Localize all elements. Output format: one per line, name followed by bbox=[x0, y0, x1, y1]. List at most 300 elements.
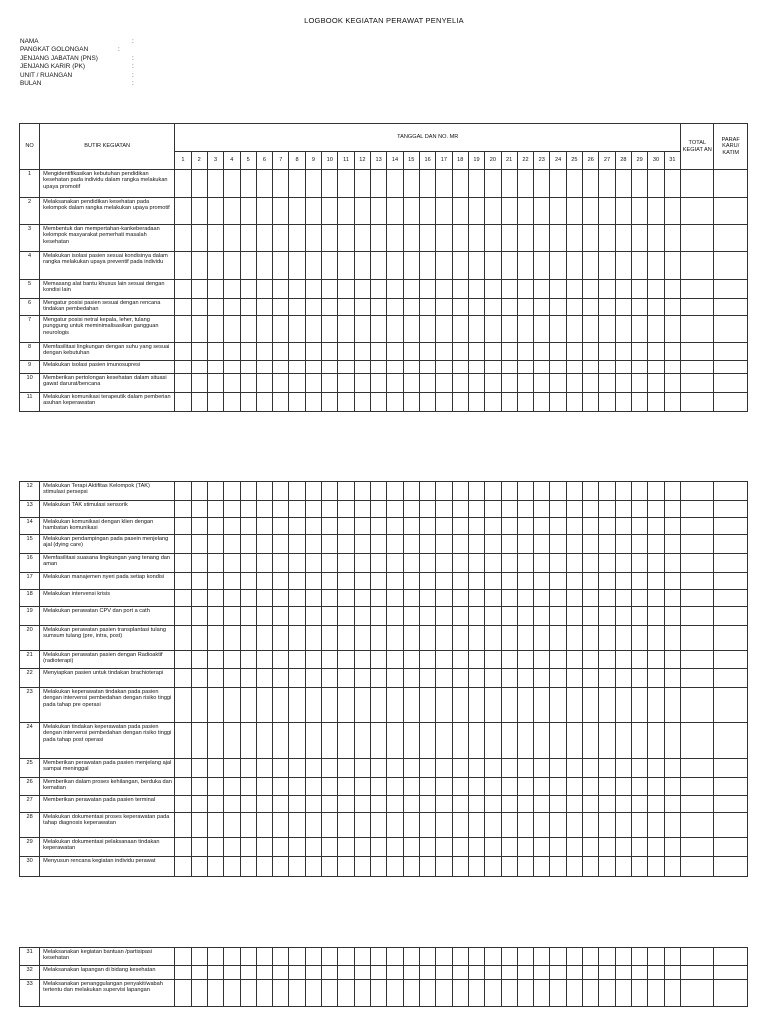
day-cell[interactable] bbox=[550, 590, 566, 607]
day-cell[interactable] bbox=[175, 813, 191, 838]
day-cell[interactable] bbox=[338, 607, 354, 626]
day-cell[interactable] bbox=[224, 813, 240, 838]
day-cell[interactable] bbox=[403, 482, 419, 501]
day-cell[interactable] bbox=[648, 857, 664, 877]
day-cell[interactable] bbox=[485, 966, 501, 980]
day-cell[interactable] bbox=[583, 796, 599, 813]
day-cell[interactable] bbox=[403, 225, 419, 252]
day-cell[interactable] bbox=[338, 252, 354, 280]
day-cell[interactable] bbox=[354, 669, 370, 688]
day-cell[interactable] bbox=[419, 299, 435, 316]
day-cell[interactable] bbox=[322, 361, 338, 374]
day-cell[interactable] bbox=[191, 361, 207, 374]
day-cell[interactable] bbox=[583, 688, 599, 723]
day-cell[interactable] bbox=[305, 948, 321, 966]
day-cell[interactable] bbox=[354, 573, 370, 590]
day-cell[interactable] bbox=[403, 299, 419, 316]
day-cell[interactable] bbox=[175, 554, 191, 573]
day-cell[interactable] bbox=[550, 361, 566, 374]
day-cell[interactable] bbox=[664, 688, 680, 723]
day-cell[interactable] bbox=[419, 948, 435, 966]
day-cell[interactable] bbox=[501, 280, 517, 299]
day-cell[interactable] bbox=[452, 361, 468, 374]
day-cell[interactable] bbox=[387, 838, 403, 857]
day-cell[interactable] bbox=[224, 857, 240, 877]
day-cell[interactable] bbox=[419, 252, 435, 280]
day-cell[interactable] bbox=[273, 518, 289, 535]
day-cell[interactable] bbox=[664, 669, 680, 688]
day-cell[interactable] bbox=[664, 280, 681, 299]
day-cell[interactable] bbox=[371, 361, 387, 374]
day-cell[interactable] bbox=[224, 343, 240, 361]
day-cell[interactable] bbox=[664, 573, 680, 590]
day-cell[interactable] bbox=[338, 225, 354, 252]
day-cell[interactable] bbox=[322, 759, 338, 778]
day-cell[interactable] bbox=[322, 393, 338, 412]
day-cell[interactable] bbox=[240, 573, 256, 590]
day-cell[interactable] bbox=[240, 393, 256, 412]
day-cell[interactable] bbox=[664, 198, 681, 225]
day-cell[interactable] bbox=[273, 607, 289, 626]
day-cell[interactable] bbox=[338, 361, 354, 374]
day-cell[interactable] bbox=[305, 343, 321, 361]
day-cell[interactable] bbox=[534, 225, 550, 252]
day-cell[interactable] bbox=[354, 590, 370, 607]
day-cell[interactable] bbox=[615, 688, 631, 723]
day-cell[interactable] bbox=[322, 316, 338, 343]
day-cell[interactable] bbox=[550, 607, 566, 626]
day-cell[interactable] bbox=[191, 198, 207, 225]
day-cell[interactable] bbox=[371, 343, 387, 361]
day-cell[interactable] bbox=[664, 626, 680, 651]
day-cell[interactable] bbox=[485, 651, 501, 669]
day-cell[interactable] bbox=[583, 316, 599, 343]
day-cell[interactable] bbox=[207, 299, 223, 316]
day-cell[interactable] bbox=[517, 554, 533, 573]
day-cell[interactable] bbox=[436, 343, 452, 361]
day-cell[interactable] bbox=[240, 198, 256, 225]
day-cell[interactable] bbox=[534, 723, 550, 759]
day-cell[interactable] bbox=[289, 980, 305, 1007]
day-cell[interactable] bbox=[664, 838, 680, 857]
day-cell[interactable] bbox=[387, 813, 403, 838]
day-cell[interactable] bbox=[664, 299, 681, 316]
day-cell[interactable] bbox=[436, 316, 452, 343]
day-cell[interactable] bbox=[322, 857, 338, 877]
day-cell[interactable] bbox=[338, 813, 354, 838]
day-cell[interactable] bbox=[240, 590, 256, 607]
day-cell[interactable] bbox=[501, 651, 517, 669]
day-cell[interactable] bbox=[403, 838, 419, 857]
day-cell[interactable] bbox=[175, 252, 191, 280]
day-cell[interactable] bbox=[485, 374, 501, 393]
day-cell[interactable] bbox=[566, 813, 582, 838]
day-cell[interactable] bbox=[550, 966, 566, 980]
day-cell[interactable] bbox=[566, 948, 582, 966]
day-cell[interactable] bbox=[224, 316, 240, 343]
day-cell[interactable] bbox=[664, 651, 680, 669]
day-cell[interactable] bbox=[224, 361, 240, 374]
day-cell[interactable] bbox=[550, 573, 566, 590]
day-cell[interactable] bbox=[436, 607, 452, 626]
day-cell[interactable] bbox=[322, 374, 338, 393]
day-cell[interactable] bbox=[387, 688, 403, 723]
day-cell[interactable] bbox=[485, 669, 501, 688]
day-cell[interactable] bbox=[468, 554, 484, 573]
day-cell[interactable] bbox=[387, 361, 403, 374]
day-cell[interactable] bbox=[240, 838, 256, 857]
day-cell[interactable] bbox=[517, 651, 533, 669]
day-cell[interactable] bbox=[191, 573, 207, 590]
day-cell[interactable] bbox=[322, 501, 338, 518]
day-cell[interactable] bbox=[452, 796, 468, 813]
day-cell[interactable] bbox=[485, 838, 501, 857]
day-cell[interactable] bbox=[632, 980, 648, 1007]
day-cell[interactable] bbox=[485, 778, 501, 796]
day-cell[interactable] bbox=[305, 813, 321, 838]
day-cell[interactable] bbox=[452, 316, 468, 343]
day-cell[interactable] bbox=[517, 723, 533, 759]
day-cell[interactable] bbox=[224, 535, 240, 554]
day-cell[interactable] bbox=[371, 518, 387, 535]
day-cell[interactable] bbox=[338, 669, 354, 688]
day-cell[interactable] bbox=[305, 778, 321, 796]
day-cell[interactable] bbox=[632, 501, 648, 518]
day-cell[interactable] bbox=[485, 501, 501, 518]
day-cell[interactable] bbox=[583, 948, 599, 966]
day-cell[interactable] bbox=[566, 225, 582, 252]
day-cell[interactable] bbox=[632, 607, 648, 626]
day-cell[interactable] bbox=[289, 280, 305, 299]
day-cell[interactable] bbox=[322, 813, 338, 838]
day-cell[interactable] bbox=[517, 669, 533, 688]
day-cell[interactable] bbox=[452, 778, 468, 796]
day-cell[interactable] bbox=[534, 590, 550, 607]
day-cell[interactable] bbox=[468, 590, 484, 607]
day-cell[interactable] bbox=[517, 316, 533, 343]
day-cell[interactable] bbox=[517, 198, 533, 225]
day-cell[interactable] bbox=[501, 966, 517, 980]
day-cell[interactable] bbox=[583, 482, 599, 501]
day-cell[interactable] bbox=[387, 299, 403, 316]
day-cell[interactable] bbox=[599, 299, 615, 316]
day-cell[interactable] bbox=[371, 651, 387, 669]
day-cell[interactable] bbox=[403, 651, 419, 669]
day-cell[interactable] bbox=[501, 948, 517, 966]
day-cell[interactable] bbox=[322, 198, 338, 225]
day-cell[interactable] bbox=[175, 980, 191, 1007]
day-cell[interactable] bbox=[550, 170, 566, 198]
day-cell[interactable] bbox=[191, 966, 207, 980]
total-cell[interactable] bbox=[680, 980, 713, 1007]
day-cell[interactable] bbox=[175, 573, 191, 590]
day-cell[interactable] bbox=[534, 299, 550, 316]
day-cell[interactable] bbox=[501, 198, 517, 225]
day-cell[interactable] bbox=[240, 796, 256, 813]
day-cell[interactable] bbox=[632, 393, 648, 412]
day-cell[interactable] bbox=[354, 299, 370, 316]
day-cell[interactable] bbox=[632, 669, 648, 688]
day-cell[interactable] bbox=[485, 980, 501, 1007]
day-cell[interactable] bbox=[322, 573, 338, 590]
day-cell[interactable] bbox=[207, 980, 223, 1007]
day-cell[interactable] bbox=[599, 626, 615, 651]
day-cell[interactable] bbox=[273, 252, 289, 280]
day-cell[interactable] bbox=[632, 280, 648, 299]
day-cell[interactable] bbox=[387, 198, 403, 225]
day-cell[interactable] bbox=[305, 857, 321, 877]
day-cell[interactable] bbox=[566, 393, 582, 412]
day-cell[interactable] bbox=[632, 573, 648, 590]
day-cell[interactable] bbox=[322, 280, 338, 299]
day-cell[interactable] bbox=[501, 518, 517, 535]
day-cell[interactable] bbox=[387, 669, 403, 688]
day-cell[interactable] bbox=[240, 723, 256, 759]
day-cell[interactable] bbox=[175, 299, 191, 316]
day-cell[interactable] bbox=[289, 252, 305, 280]
day-cell[interactable] bbox=[468, 280, 484, 299]
day-cell[interactable] bbox=[452, 651, 468, 669]
day-cell[interactable] bbox=[599, 343, 615, 361]
paraf-cell[interactable] bbox=[714, 280, 748, 299]
day-cell[interactable] bbox=[354, 343, 370, 361]
day-cell[interactable] bbox=[354, 948, 370, 966]
day-cell[interactable] bbox=[534, 361, 550, 374]
day-cell[interactable] bbox=[273, 482, 289, 501]
day-cell[interactable] bbox=[517, 778, 533, 796]
day-cell[interactable] bbox=[371, 590, 387, 607]
day-cell[interactable] bbox=[289, 590, 305, 607]
day-cell[interactable] bbox=[305, 966, 321, 980]
day-cell[interactable] bbox=[452, 966, 468, 980]
day-cell[interactable] bbox=[289, 393, 305, 412]
day-cell[interactable] bbox=[354, 535, 370, 554]
day-cell[interactable] bbox=[648, 252, 664, 280]
day-cell[interactable] bbox=[175, 482, 191, 501]
day-cell[interactable] bbox=[289, 573, 305, 590]
day-cell[interactable] bbox=[615, 573, 631, 590]
day-cell[interactable] bbox=[338, 966, 354, 980]
day-cell[interactable] bbox=[240, 607, 256, 626]
day-cell[interactable] bbox=[322, 980, 338, 1007]
day-cell[interactable] bbox=[436, 518, 452, 535]
total-cell[interactable] bbox=[681, 361, 714, 374]
day-cell[interactable] bbox=[371, 316, 387, 343]
day-cell[interactable] bbox=[485, 393, 501, 412]
day-cell[interactable] bbox=[599, 518, 615, 535]
day-cell[interactable] bbox=[485, 170, 501, 198]
day-cell[interactable] bbox=[436, 393, 452, 412]
day-cell[interactable] bbox=[501, 723, 517, 759]
day-cell[interactable] bbox=[534, 778, 550, 796]
paraf-cell[interactable] bbox=[714, 343, 748, 361]
day-cell[interactable] bbox=[583, 343, 599, 361]
day-cell[interactable] bbox=[289, 316, 305, 343]
day-cell[interactable] bbox=[583, 966, 599, 980]
day-cell[interactable] bbox=[403, 778, 419, 796]
day-cell[interactable] bbox=[501, 857, 517, 877]
day-cell[interactable] bbox=[273, 299, 289, 316]
day-cell[interactable] bbox=[322, 170, 338, 198]
day-cell[interactable] bbox=[566, 299, 582, 316]
day-cell[interactable] bbox=[305, 980, 321, 1007]
total-cell[interactable] bbox=[681, 225, 714, 252]
day-cell[interactable] bbox=[191, 343, 207, 361]
day-cell[interactable] bbox=[615, 482, 631, 501]
day-cell[interactable] bbox=[289, 198, 305, 225]
day-cell[interactable] bbox=[501, 688, 517, 723]
day-cell[interactable] bbox=[322, 669, 338, 688]
day-cell[interactable] bbox=[599, 857, 615, 877]
day-cell[interactable] bbox=[371, 857, 387, 877]
total-cell[interactable] bbox=[680, 651, 713, 669]
day-cell[interactable] bbox=[485, 626, 501, 651]
day-cell[interactable] bbox=[354, 813, 370, 838]
day-cell[interactable] bbox=[256, 857, 272, 877]
day-cell[interactable] bbox=[436, 651, 452, 669]
day-cell[interactable] bbox=[550, 343, 566, 361]
day-cell[interactable] bbox=[501, 225, 517, 252]
day-cell[interactable] bbox=[550, 501, 566, 518]
paraf-cell[interactable] bbox=[714, 374, 748, 393]
day-cell[interactable] bbox=[534, 813, 550, 838]
day-cell[interactable] bbox=[289, 838, 305, 857]
total-cell[interactable] bbox=[680, 669, 713, 688]
day-cell[interactable] bbox=[240, 170, 256, 198]
day-cell[interactable] bbox=[468, 857, 484, 877]
day-cell[interactable] bbox=[583, 626, 599, 651]
day-cell[interactable] bbox=[632, 778, 648, 796]
day-cell[interactable] bbox=[566, 626, 582, 651]
day-cell[interactable] bbox=[191, 651, 207, 669]
day-cell[interactable] bbox=[256, 299, 272, 316]
paraf-cell[interactable] bbox=[714, 651, 748, 669]
day-cell[interactable] bbox=[289, 778, 305, 796]
day-cell[interactable] bbox=[599, 980, 615, 1007]
day-cell[interactable] bbox=[256, 374, 272, 393]
day-cell[interactable] bbox=[289, 170, 305, 198]
day-cell[interactable] bbox=[583, 198, 599, 225]
total-cell[interactable] bbox=[680, 554, 713, 573]
day-cell[interactable] bbox=[517, 948, 533, 966]
day-cell[interactable] bbox=[648, 688, 664, 723]
day-cell[interactable] bbox=[468, 535, 484, 554]
day-cell[interactable] bbox=[419, 980, 435, 1007]
day-cell[interactable] bbox=[632, 554, 648, 573]
day-cell[interactable] bbox=[501, 316, 517, 343]
day-cell[interactable] bbox=[452, 170, 468, 198]
day-cell[interactable] bbox=[387, 374, 403, 393]
day-cell[interactable] bbox=[305, 554, 321, 573]
paraf-cell[interactable] bbox=[714, 554, 748, 573]
day-cell[interactable] bbox=[517, 573, 533, 590]
day-cell[interactable] bbox=[648, 393, 664, 412]
day-cell[interactable] bbox=[338, 198, 354, 225]
day-cell[interactable] bbox=[387, 535, 403, 554]
day-cell[interactable] bbox=[338, 554, 354, 573]
day-cell[interactable] bbox=[371, 374, 387, 393]
day-cell[interactable] bbox=[436, 948, 452, 966]
total-cell[interactable] bbox=[680, 857, 713, 877]
day-cell[interactable] bbox=[566, 518, 582, 535]
day-cell[interactable] bbox=[534, 838, 550, 857]
day-cell[interactable] bbox=[648, 626, 664, 651]
paraf-cell[interactable] bbox=[714, 518, 748, 535]
day-cell[interactable] bbox=[224, 501, 240, 518]
day-cell[interactable] bbox=[371, 796, 387, 813]
day-cell[interactable] bbox=[224, 626, 240, 651]
day-cell[interactable] bbox=[322, 518, 338, 535]
day-cell[interactable] bbox=[175, 316, 191, 343]
day-cell[interactable] bbox=[175, 590, 191, 607]
day-cell[interactable] bbox=[648, 759, 664, 778]
day-cell[interactable] bbox=[664, 980, 680, 1007]
day-cell[interactable] bbox=[224, 198, 240, 225]
day-cell[interactable] bbox=[371, 948, 387, 966]
day-cell[interactable] bbox=[517, 482, 533, 501]
day-cell[interactable] bbox=[387, 759, 403, 778]
day-cell[interactable] bbox=[550, 299, 566, 316]
day-cell[interactable] bbox=[305, 838, 321, 857]
day-cell[interactable] bbox=[273, 813, 289, 838]
day-cell[interactable] bbox=[436, 374, 452, 393]
day-cell[interactable] bbox=[175, 198, 191, 225]
day-cell[interactable] bbox=[322, 554, 338, 573]
day-cell[interactable] bbox=[354, 198, 370, 225]
day-cell[interactable] bbox=[517, 252, 533, 280]
day-cell[interactable] bbox=[648, 501, 664, 518]
day-cell[interactable] bbox=[517, 607, 533, 626]
day-cell[interactable] bbox=[599, 225, 615, 252]
day-cell[interactable] bbox=[583, 590, 599, 607]
day-cell[interactable] bbox=[550, 626, 566, 651]
day-cell[interactable] bbox=[632, 361, 648, 374]
day-cell[interactable] bbox=[534, 343, 550, 361]
day-cell[interactable] bbox=[468, 482, 484, 501]
day-cell[interactable] bbox=[371, 482, 387, 501]
day-cell[interactable] bbox=[419, 501, 435, 518]
day-cell[interactable] bbox=[501, 796, 517, 813]
day-cell[interactable] bbox=[583, 607, 599, 626]
day-cell[interactable] bbox=[305, 280, 321, 299]
day-cell[interactable] bbox=[240, 280, 256, 299]
day-cell[interactable] bbox=[256, 361, 272, 374]
day-cell[interactable] bbox=[501, 607, 517, 626]
day-cell[interactable] bbox=[550, 857, 566, 877]
day-cell[interactable] bbox=[436, 813, 452, 838]
day-cell[interactable] bbox=[436, 170, 452, 198]
day-cell[interactable] bbox=[240, 374, 256, 393]
day-cell[interactable] bbox=[419, 343, 435, 361]
total-cell[interactable] bbox=[681, 198, 714, 225]
day-cell[interactable] bbox=[468, 723, 484, 759]
day-cell[interactable] bbox=[371, 170, 387, 198]
day-cell[interactable] bbox=[224, 170, 240, 198]
day-cell[interactable] bbox=[419, 838, 435, 857]
day-cell[interactable] bbox=[354, 501, 370, 518]
day-cell[interactable] bbox=[534, 374, 550, 393]
day-cell[interactable] bbox=[305, 669, 321, 688]
day-cell[interactable] bbox=[599, 796, 615, 813]
paraf-cell[interactable] bbox=[714, 198, 748, 225]
day-cell[interactable] bbox=[371, 299, 387, 316]
day-cell[interactable] bbox=[224, 573, 240, 590]
day-cell[interactable] bbox=[664, 482, 680, 501]
day-cell[interactable] bbox=[224, 607, 240, 626]
day-cell[interactable] bbox=[550, 535, 566, 554]
day-cell[interactable] bbox=[632, 626, 648, 651]
day-cell[interactable] bbox=[387, 607, 403, 626]
